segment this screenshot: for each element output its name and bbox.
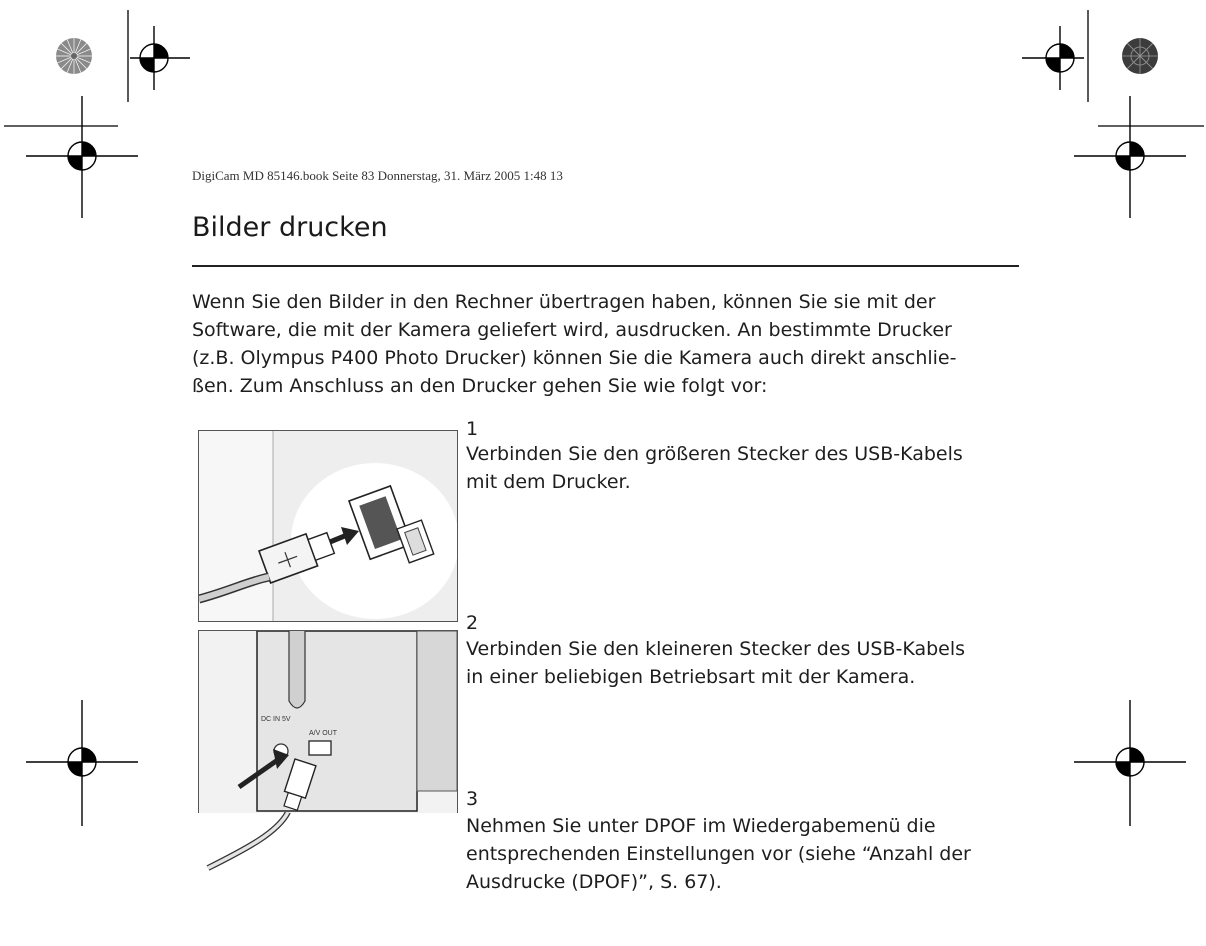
step-2-text	[466, 635, 965, 691]
page-title: Bilder drucken	[192, 212, 388, 243]
title-divider	[192, 265, 1019, 267]
step-2-cable	[198, 812, 318, 872]
step-2-photo	[198, 630, 458, 813]
step-1-text	[466, 440, 963, 496]
step-2-line: in einer beliebigen Betriebsart mit der Kamera.	[466, 666, 916, 688]
dc-in-label: DC IN 5V	[261, 716, 291, 723]
step-3-line: Nehmen Sie unter DPOF im Wiedergabemenü die	[466, 815, 936, 837]
step-1-photo	[198, 430, 458, 622]
intro-line: ßen. Zum Anschluss an den Drucker gehen Sie wie folgt vor:	[192, 375, 768, 397]
intro-paragraph	[192, 288, 1042, 400]
step-3-text	[466, 812, 971, 896]
step-3-line: Ausdrucke (DPOF)”, S. 67).	[466, 871, 722, 893]
av-out-label: A/V OUT	[309, 730, 338, 737]
step-3-number: 3	[466, 788, 479, 810]
step-1-number: 1	[466, 418, 479, 440]
step-2-line: Verbinden Sie den kleineren Stecker des USB-Kabels	[466, 638, 966, 660]
step-1-line: mit dem Drucker.	[466, 471, 631, 493]
step-2-number: 2	[466, 612, 479, 634]
intro-line: Wenn Sie den Bilder in den Rechner übertragen haben, können Sie sie mit der	[192, 291, 936, 313]
color-target-icon-top-right	[1122, 38, 1158, 74]
color-target-icon-top-left	[56, 38, 92, 74]
intro-line: Software, die mit der Kamera geliefert wird, ausdrucken. An bestimmte Drucker	[192, 319, 952, 341]
intro-line: (z.B. Olympus P400 Photo Drucker) können Sie die Kamera auch direkt anschlie-	[192, 347, 957, 369]
book-slug-line: DigiCam MD 85146.book Seite 83 Donnerstag, 31. März 2005 1:48 13	[192, 168, 563, 183]
step-1-line: Verbinden Sie den größeren Stecker des USB-Kabels	[466, 443, 963, 465]
step-3-line: entsprechenden Einstellungen vor (siehe “Anzahl der	[466, 843, 971, 865]
